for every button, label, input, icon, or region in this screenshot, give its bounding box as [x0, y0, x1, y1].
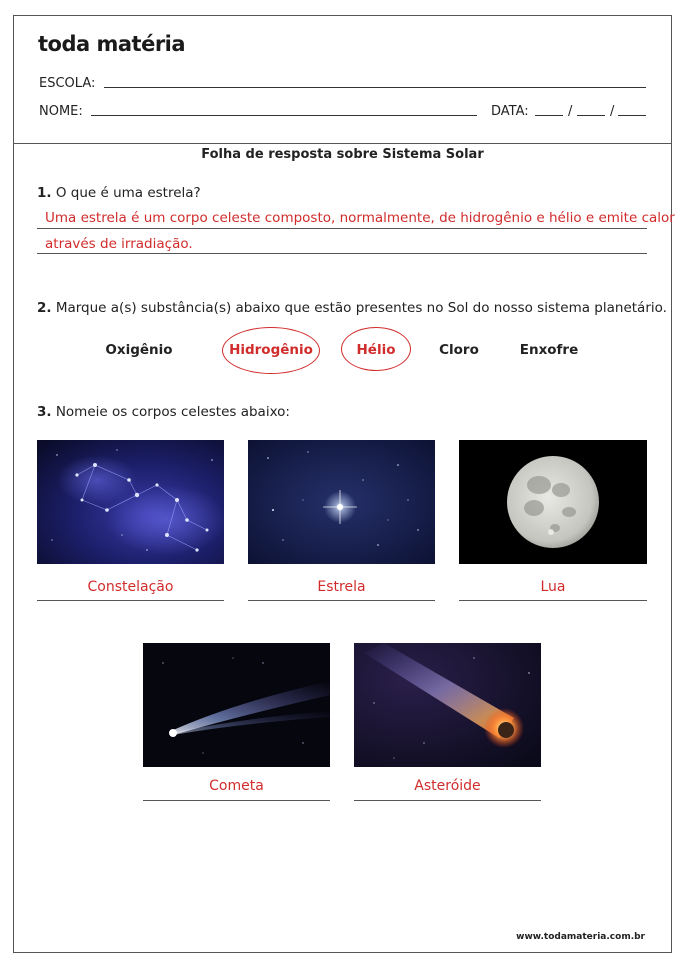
comet-image	[143, 643, 330, 767]
school-label: ESCOLA:	[39, 76, 96, 91]
option-helio[interactable]: Hélio	[356, 342, 396, 358]
footer-url: www.todamateria.com.br	[516, 932, 645, 942]
caption-line	[354, 800, 541, 801]
caption-line	[37, 600, 224, 601]
question-text: O que é uma estrela?	[55, 185, 201, 201]
answer-line	[37, 228, 647, 229]
moon-image	[459, 440, 647, 564]
caption-line	[459, 600, 647, 601]
date-day-field[interactable]	[535, 115, 563, 116]
name-field[interactable]	[91, 115, 477, 116]
asteroid-image	[354, 643, 541, 767]
school-field[interactable]	[104, 87, 646, 88]
question-number: 1.	[37, 185, 52, 201]
star-image	[248, 440, 435, 564]
caption-comet: Cometa	[209, 778, 264, 794]
caption-asteroid: Asteróide	[414, 778, 481, 794]
caption-line	[248, 600, 435, 601]
answer-1-line-1: Uma estrela é um corpo celeste composto, normalmente, de hidrogênio e hélio e emite calor	[45, 210, 675, 226]
date-label: DATA:	[491, 104, 529, 119]
question-number: 3.	[37, 404, 52, 420]
date-separator: /	[568, 104, 573, 119]
answer-line	[37, 253, 647, 254]
constellation-image	[37, 440, 224, 564]
date-separator: /	[610, 104, 615, 119]
question-number: 2.	[37, 300, 52, 316]
question-3	[37, 404, 290, 420]
date-month-field[interactable]	[577, 115, 605, 116]
option-hidrogenio[interactable]: Hidrogênio	[229, 342, 313, 358]
question-text: Nomeie os corpos celestes abaixo:	[55, 404, 290, 420]
caption-moon: Lua	[540, 579, 566, 595]
caption-line	[143, 800, 330, 801]
name-label: NOME:	[39, 104, 83, 119]
option-oxigenio[interactable]: Oxigênio	[105, 342, 173, 358]
caption-constellation: Constelação	[87, 579, 174, 595]
logo: toda matéria	[38, 32, 186, 56]
answer-1-line-2: através de irradiação.	[45, 236, 193, 252]
option-cloro[interactable]: Cloro	[439, 342, 479, 358]
worksheet-title: Folha de resposta sobre Sistema Solar	[201, 147, 484, 162]
date-year-field[interactable]	[618, 115, 646, 116]
question-2	[37, 300, 667, 316]
question-text: Marque a(s) substância(s) abaixo que estão presentes no Sol do nosso sistema planetário.	[55, 300, 667, 316]
header	[14, 16, 671, 144]
option-enxofre[interactable]: Enxofre	[519, 342, 579, 358]
caption-star: Estrela	[317, 579, 366, 595]
question-1	[37, 185, 201, 201]
